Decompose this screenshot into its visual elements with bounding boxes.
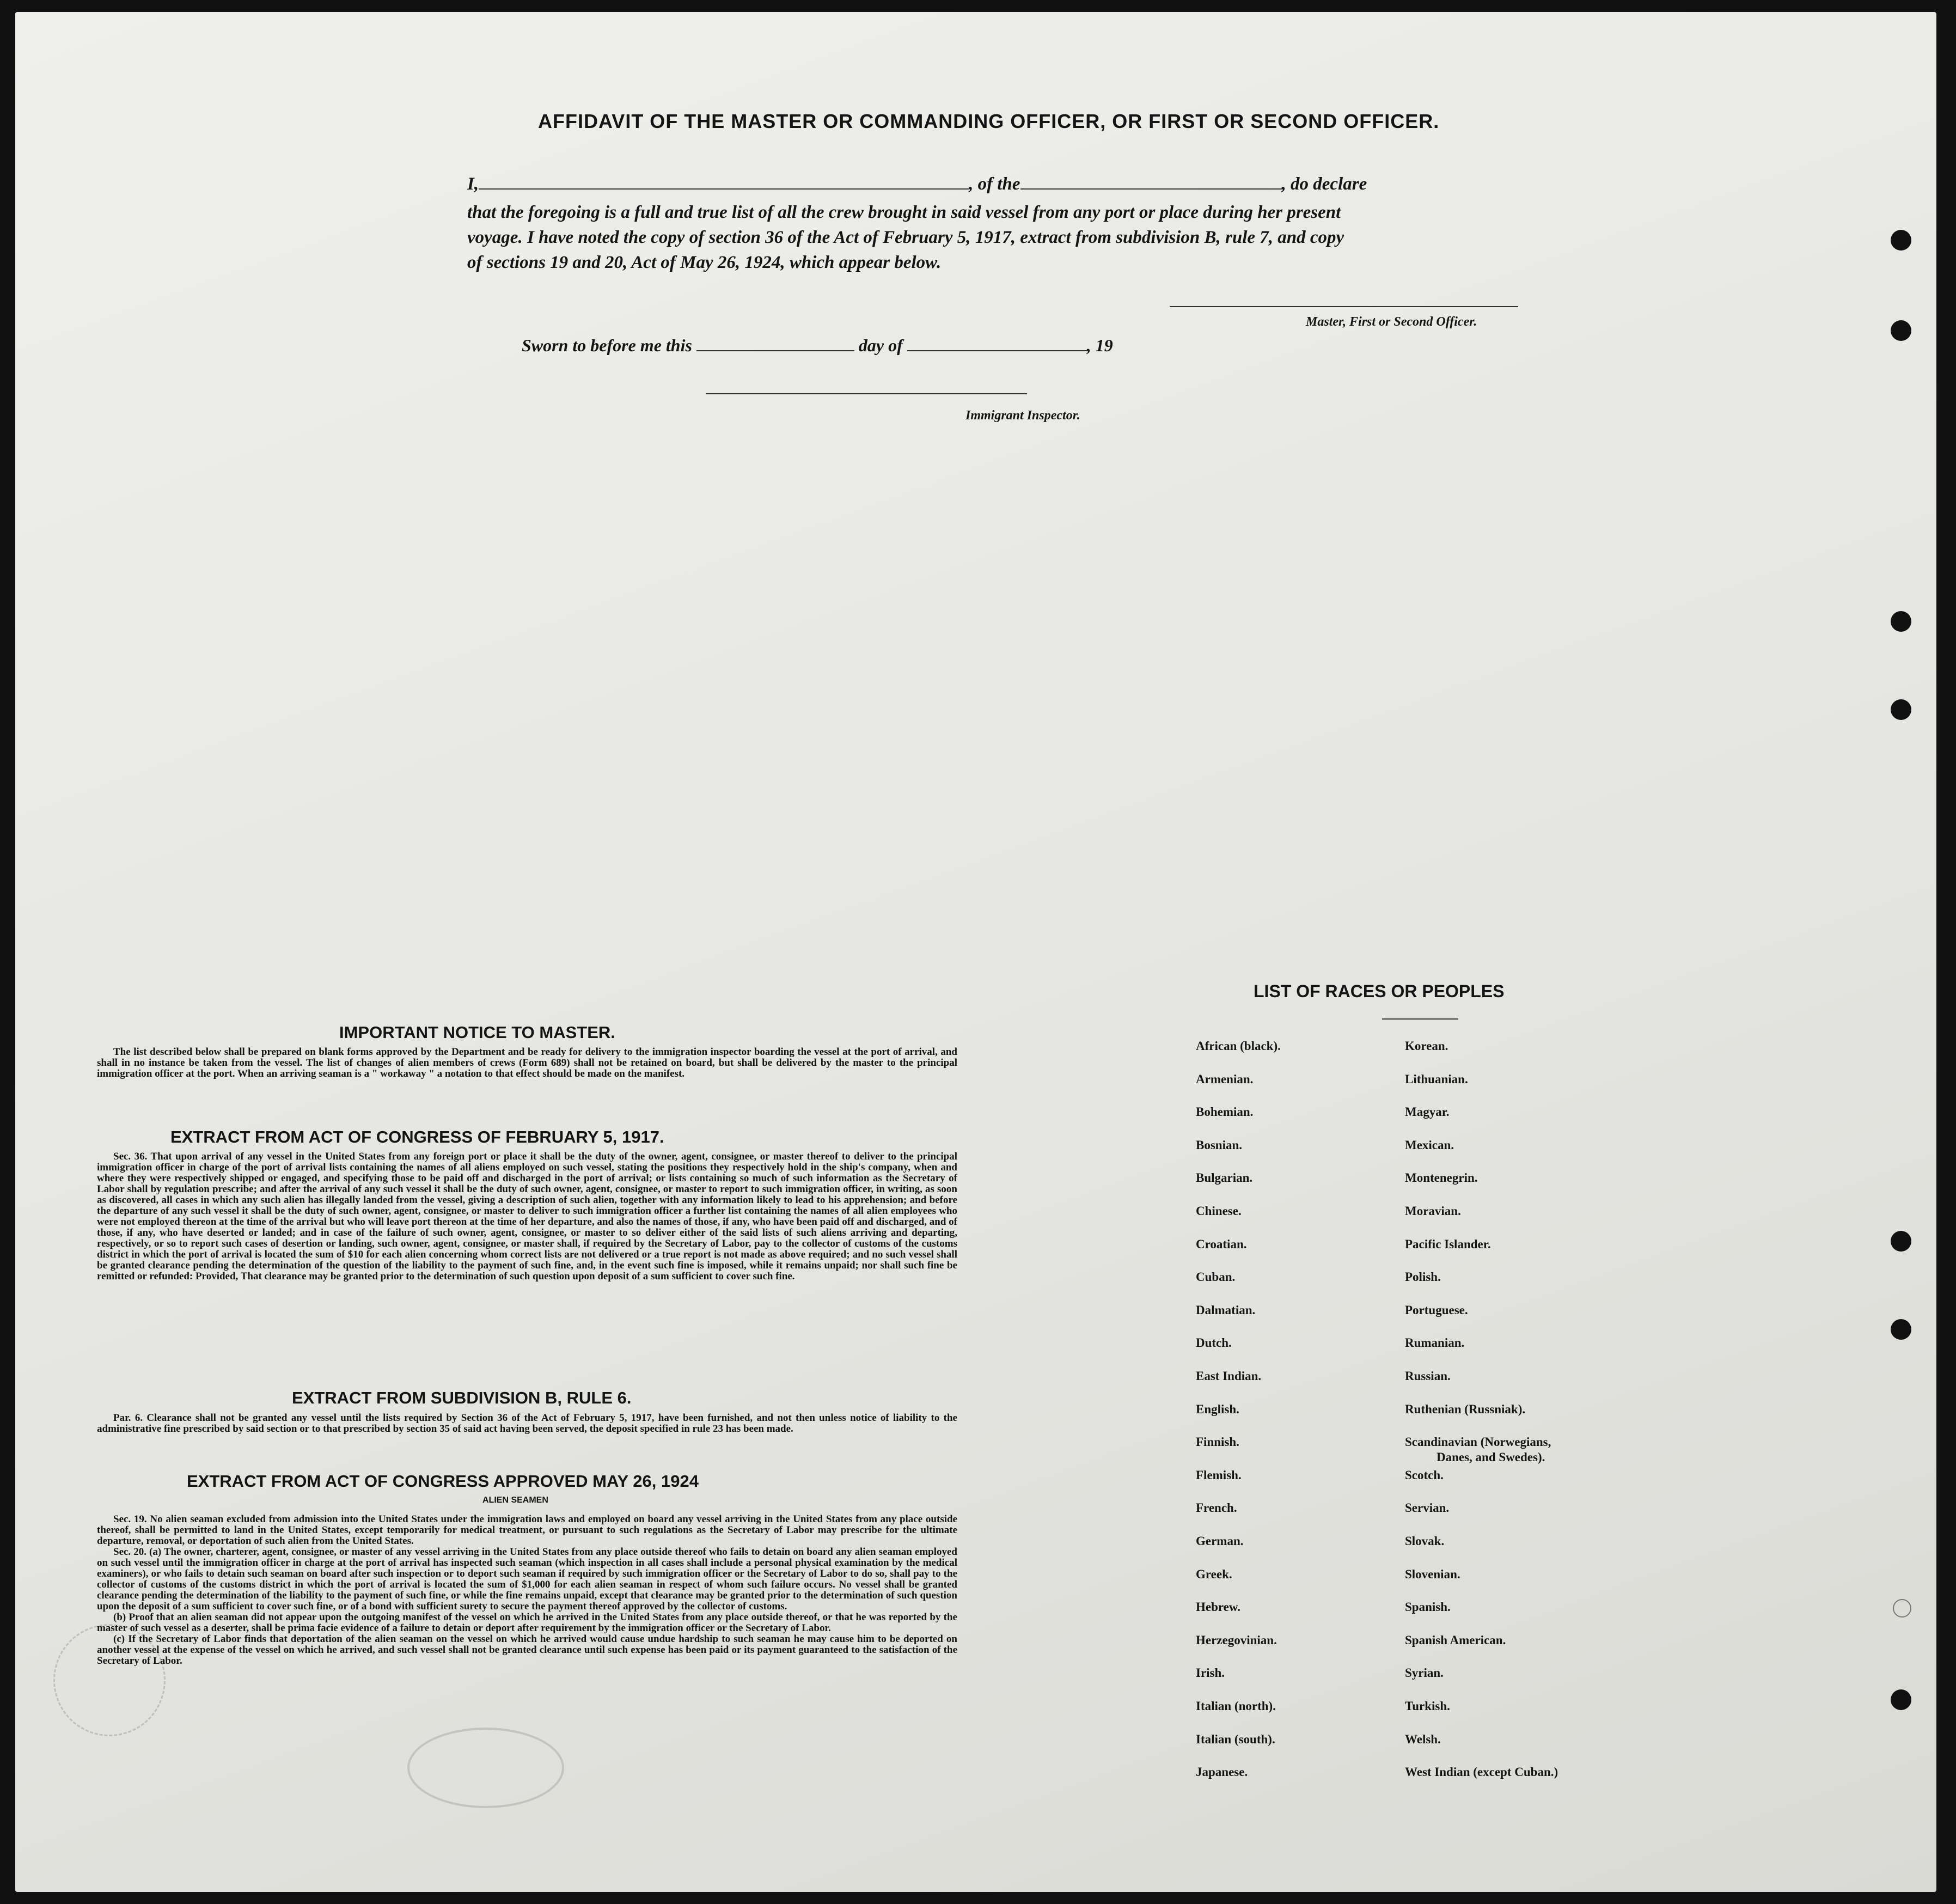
sworn-day-blank[interactable] [696, 350, 854, 351]
race-item: Slovak. [1405, 1534, 1445, 1548]
master-signature-line[interactable] [1170, 306, 1518, 307]
race-item: Polish. [1405, 1270, 1441, 1284]
race-item: Portuguese. [1405, 1303, 1468, 1317]
race-item: Scotch. [1405, 1468, 1444, 1482]
race-item: Bosnian. [1196, 1138, 1243, 1152]
race-item: English. [1196, 1402, 1239, 1416]
rule-6-body [97, 1413, 957, 1435]
extract-1924-body [97, 1514, 957, 1667]
race-item: Cuban. [1196, 1270, 1236, 1284]
race-item: Korean. [1405, 1039, 1448, 1053]
sec-20b-text: (b) Proof that an alien seaman did not appear upon the outgoing manifest of the vessel on which he arrived in the United States from any place outside thereof, or that he was reported by the master of such vessel as a deserter, shall be prima facie evidence of a failure to detain or deport after requirement by the immigration officer or the Secretary of Labor. [97, 1612, 957, 1634]
punch-hole [1891, 699, 1911, 720]
master-signature-caption: Master, First or Second Officer. [1306, 315, 1477, 329]
rule-6-title: EXTRACT FROM SUBDIVISION B, RULE 6. [292, 1388, 632, 1407]
race-item: East Indian. [1196, 1369, 1262, 1383]
race-item: Lithuanian. [1405, 1072, 1468, 1086]
race-item: African (black). [1196, 1039, 1281, 1053]
race-item: Italian (south). [1196, 1732, 1275, 1746]
declaration-line-3: voyage. I have noted the copy of section 36 of the Act of February 5, 1917, extract from subdivision B, rule 7, and copy [467, 228, 1344, 247]
punch-hole [1891, 611, 1911, 632]
race-item: Croatian. [1196, 1237, 1247, 1251]
notice-text: The list described below shall be prepared on blank forms approved by the Department and be ready for delivery to the immigration inspector boarding the vessel at the port of arrival, and shall in no instance be taken from the vessel. The list of changes of alien members of crews (Form 689) shall not be retained on board, but shall be delivered by the master to the principal immigration officer at the port. When an arriving seaman is a " workaway " a notation to that effect should be made on the manifest. [97, 1046, 957, 1079]
race-item: Magyar. [1405, 1105, 1450, 1119]
punch-hole [1891, 230, 1911, 251]
race-item: Dutch. [1196, 1336, 1232, 1350]
punch-hole [1891, 320, 1911, 341]
declaration-of-the: , of the [969, 174, 1020, 194]
sworn-start: Sworn to before me this [522, 335, 692, 355]
bleed-through-texture [37, 56, 756, 83]
declaration-line-2: that the foregoing is a full and true list of all the crew brought in said vessel from any port or place during her present [467, 203, 1341, 222]
sec-19-text: Sec. 19. No alien seaman excluded from admission into the United States under the immigration laws and employed on board any vessel arriving in the United States from any place outside thereof, shall be permitted to land in the United States, except temporarily for medical treatment, or pursuant to such regulations as the Secretary of Labor may prescribe for the ultimate departure, removal, or deportation of such alien from the United States. [97, 1514, 957, 1547]
race-item: Mexican. [1405, 1138, 1454, 1152]
race-item: Hebrew. [1196, 1600, 1240, 1614]
faint-stamp-impression [407, 1728, 564, 1808]
par-6-text: Par. 6. Clearance shall not be granted any vessel until the lists required by Section 36 of the Act of February 5, 1917, have been furnished, and not then unless notice of liability to the administrative fine prescribed by said section or to that prescribed by section 35 of said act having been served, the deposit specified in rule 23 has been made. [97, 1412, 957, 1435]
race-item: Montenegrin. [1405, 1171, 1478, 1185]
race-item: Spanish American. [1405, 1633, 1506, 1647]
race-item: German. [1196, 1534, 1244, 1548]
sec-20a-text: Sec. 20. (a) The owner, charterer, agent, consignee, or master of any vessel arriving in the United States from any place outside thereof who fails to detain on board any alien seaman employed on such vessel until the immigration officer in charge at the port of arrival has inspected such seaman (which inspection in all cases shall include a personal physical examination by the medical examiners), or who fails to detain such seaman on board after such inspection or to deport such seaman if required by such immigration officer or the Secretary of Labor to do so, shall pay to the collector of customs of the customs district in which the port of arrival is located the sum of $1,000 for each alien seaman in respect of whom such failure occurs. No vessel shall be granted clearance pending the determination of the liability to the payment of such fine, or while the fine remains unpaid, except that clearance may be granted prior to the determination of such question upon the deposit of a sum sufficient to cover such fine, or of a bond with sufficient surety to secure the payment thereof approved by the collector of customs. [97, 1546, 957, 1612]
race-item: Chinese. [1196, 1204, 1242, 1218]
punch-hole [1891, 1319, 1911, 1340]
race-item: Flemish. [1196, 1468, 1242, 1482]
race-item: Servian. [1405, 1501, 1450, 1515]
sworn-month-blank[interactable] [907, 350, 1087, 351]
race-item: Greek. [1196, 1567, 1232, 1581]
race-item: Armenian. [1196, 1072, 1254, 1086]
inspector-signature-line[interactable] [706, 393, 1027, 394]
document-page [15, 12, 1936, 1892]
alien-seamen-subtitle: ALIEN SEAMEN [482, 1496, 548, 1505]
affidavit-title: AFFIDAVIT OF THE MASTER OR COMMANDING OFFICER, OR FIRST OR SECOND OFFICER. [538, 110, 1440, 132]
declaration-do-declare: , do declare [1281, 174, 1367, 194]
declaration-line-1 [467, 174, 1367, 194]
sec-20c-text: (c) If the Secretary of Labor finds that deportation of the alien seaman on the vessel on which he arrived would cause undue hardship to such seaman he may cause him to be deported on another vessel at the expense of the vessel on which he arrived, and such vessel shall not be granted clearance until such expense has been paid or its payment guaranteed to the satisfaction of the Secretary of Labor. [97, 1633, 957, 1667]
faint-seal-impression [53, 1624, 166, 1736]
sec-36-text: Sec. 36. That upon arrival of any vessel in the United States from any foreign port or place it shall be the duty of the owner, agent, consignee, or master thereof to deliver to the principal immigration officer in charge of the port of arrival lists containing the names of all aliens employed on such vessel, stating the positions they respectively hold in the ship's company, when and where they were respectively shipped or engaged, and specifying those to be paid off and discharged in the port of arrival; or lists containing so much of such information as the Secretary of Labor shall by regulation prescribe; and after the arrival of any such vessel it shall be the duty of such owner, agent, consignee, or master to report to such immigration officer, in writing, as soon as discovered, all cases in which any such alien has illegally landed from the vessel, giving a description of such alien, together with any information likely to lead to his apprehension; and before the departure of any such vessel it shall be the duty of such owner, agent, consignee, or master to deliver to such immigration officer a further list containing the names of all alien employees who were not employed thereon at the time of the arrival but who will leave port thereon at the time of her departure, and also the names of those, if any, who have been paid off and discharged, and of those, if any, who have deserted or landed; and in case of the failure of such owner, agent, consignee, or master to so deliver either of the said lists of such aliens arriving and departing, respectively, or so to report such cases of desertion or landing, such owner, agent, consignee, or master shall, if required by the Secretary of Labor, pay to the collector of customs of the customs district in which the port of arrival is located the sum of $10 for each alien concerning whom correct lists are not delivered or a true report is not made as above required; and no such vessel shall be granted clearance pending the determination of the question of the liability to the payment of such fine, and, in the event such fine is imposed, while it remains unpaid; nor shall such fine be remitted or refunded: Provided, That clearance may be granted prior to the determination of such question upon deposit of a sum sufficient to cover such fine. [97, 1151, 957, 1282]
race-item: Dalmatian. [1196, 1303, 1256, 1317]
race-item: Pacific Islander. [1405, 1237, 1491, 1251]
declaration-line-4: of sections 19 and 20, Act of May 26, 1924, which appear below. [467, 253, 942, 272]
inspector-caption: Immigrant Inspector. [965, 408, 1080, 423]
races-title: LIST OF RACES OR PEOPLES [1254, 981, 1505, 1001]
extract-1917-body [97, 1151, 957, 1282]
race-item: Slovenian. [1405, 1567, 1460, 1581]
sworn-line [522, 335, 1113, 356]
extract-1917-title: EXTRACT FROM ACT OF CONGRESS OF FEBRUARY 5, 1917. [170, 1127, 664, 1146]
race-item: Japanese. [1196, 1765, 1248, 1779]
race-item: Syrian. [1405, 1666, 1444, 1680]
race-item: French. [1196, 1501, 1237, 1515]
race-item: Bohemian. [1196, 1105, 1254, 1119]
race-item: Rumanian. [1405, 1336, 1465, 1350]
race-item: Spanish. [1405, 1600, 1451, 1614]
race-item: Herzegovinian. [1196, 1633, 1277, 1647]
race-item: Moravian. [1405, 1204, 1461, 1218]
name-blank[interactable] [479, 188, 969, 190]
declaration-i: I, [467, 174, 479, 194]
race-item: Danes, and Swedes). [1437, 1450, 1545, 1464]
punch-hole [1893, 1599, 1911, 1618]
race-item: West Indian (except Cuban.) [1405, 1765, 1558, 1779]
sworn-day-of: day of [858, 335, 903, 355]
race-item: Russian. [1405, 1369, 1451, 1383]
races-title-rule [1382, 1018, 1458, 1020]
notice-body [97, 1047, 957, 1079]
notice-title: IMPORTANT NOTICE TO MASTER. [339, 1023, 615, 1042]
race-item: Italian (north). [1196, 1699, 1276, 1713]
race-item: Turkish. [1405, 1699, 1450, 1713]
race-item: Irish. [1196, 1666, 1225, 1680]
punch-hole [1891, 1231, 1911, 1252]
race-item: Ruthenian (Russniak). [1405, 1402, 1526, 1416]
sworn-year: , 19 [1086, 335, 1113, 355]
vessel-blank[interactable] [1020, 188, 1282, 190]
race-item: Welsh. [1405, 1732, 1441, 1746]
extract-1924-title: EXTRACT FROM ACT OF CONGRESS APPROVED MAY 26, 1924 [187, 1472, 699, 1491]
race-item: Finnish. [1196, 1435, 1239, 1449]
race-item: Bulgarian. [1196, 1171, 1253, 1185]
punch-hole [1891, 1689, 1911, 1710]
race-item: Scandinavian (Norwegians, [1405, 1435, 1551, 1449]
